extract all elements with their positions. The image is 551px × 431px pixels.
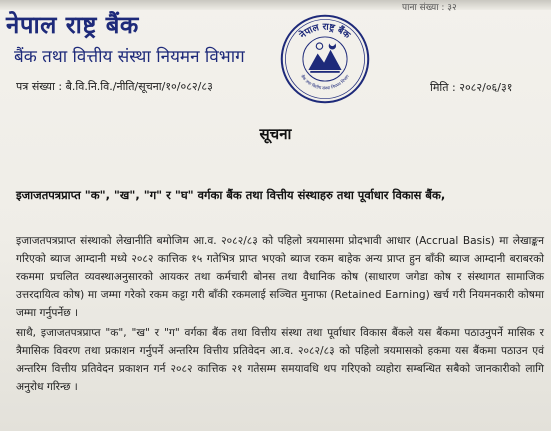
organization-name: नेपाल राष्ट्र बैंक [6, 11, 139, 39]
notice-title: सूचना [259, 125, 292, 143]
bank-seal-logo [279, 13, 371, 105]
notice-paragraph-1: इजाजतपत्रप्राप्त संस्थाको लेखानीति बमोजिम आ.व. २०८२/८३ को पहिलो त्रयमासमा प्रोदभावी आधार (Accrual Basis) मा लेखाङ्कन गरिएको ब्याज आम्दानी मध्ये २०८२ कात्तिक १५ गतेभित्र प्राप्त भएको ब्याज रकम बाहेक अन्य प्राप्त हुन बाँकी ब्याज आम्दानी बराबरको रकममा प्रचलित व्यवस्थाअनुसारको आयकर तथा कर्मचारी बोनस तथा वैधानिक कोष (साधारण जगेडा कोष र संस्थागत सामाजिक उत्तरदायित्व कोष) मा जम्मा गरेको रकम कट्टा गरी बाँकी रकमलाई सञ्चित मुनाफा (Retained Earning) खर्च गरी नियमनकारी कोषमा जम्मा गर्नुपर्नेछ । [16, 235, 544, 319]
notice-date: मिति : २०८२/०६/३१ [430, 81, 513, 94]
notice-addressee: इजाजतपत्रप्राप्त "क", "ख", "ग" र "घ" वर्गका बैंक तथा वित्तीय संस्थाहरु तथा पूर्वाधार विकास बैंक, [16, 188, 446, 202]
seal-text: नेपाल राष्ट्र बैंक [297, 21, 353, 41]
department-name: बैंक तथा वित्तीय संस्था नियमन विभाग [14, 47, 245, 67]
svg-text:बैंक तथा वित्तीय संस्था नियमन [300, 73, 350, 90]
reference-number: पत्र संख्या : बै.वि.नि.वि./नीति/सूचना/१०/०८२/८३ [16, 80, 213, 93]
notice-paragraph-2: साथै, इजाजतपत्रप्राप्त "क", "ख" र "ग" वर्गका बैंक तथा वित्तीय संस्था तथा पूर्वाधार विकास बैंकले यस बैंकमा पठाउनुपर्ने मासिक र त्रैमासिक विवरण तथा प्रकाशन गर्नुपर्ने अन्तरिम वित्तीय प्रतिवेदन आ.व. २०८२/८३ को पहिलो त्रयमासको हकमा यस बैंकमा पठाउन एवं अन्तरिम वित्तीय प्रतिवेदन प्रकाशन गर्न २०८२ कात्तिक २१ गतेसम्म समयावधि थप गरिएको व्यहोरा सम्बन्धित सबैको जानकारीको लागि अनुरोध गरिन्छ । [16, 327, 544, 393]
page-number: पाना संख्या : ३२ [402, 3, 457, 13]
seal-subtext: बैंक तथा वित्तीय संस्था नियमन विभाग [299, 73, 351, 91]
